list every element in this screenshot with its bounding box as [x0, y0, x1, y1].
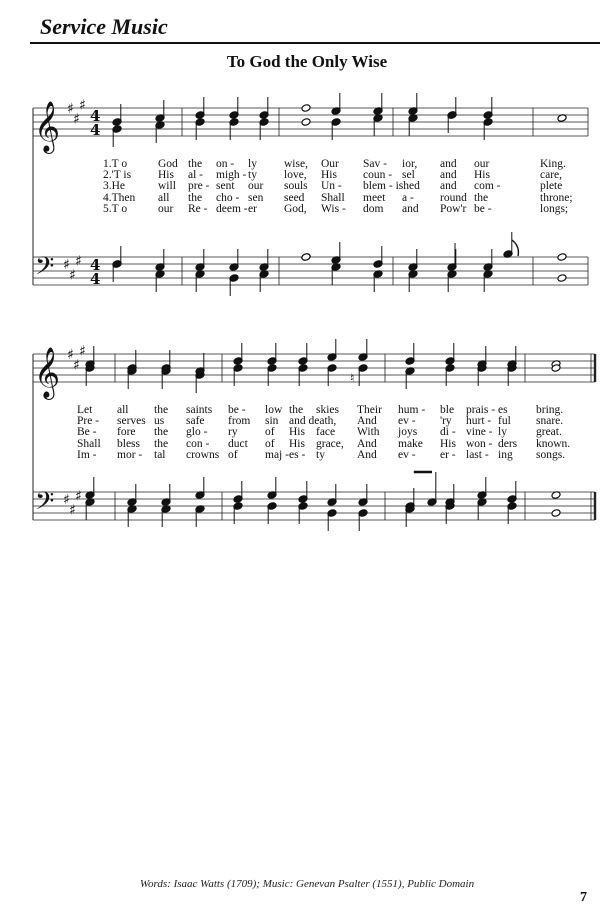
lyric-syllable: sel — [402, 169, 415, 182]
section-heading: Service Music — [40, 14, 168, 39]
lyric-syllable: Shall — [321, 191, 345, 204]
lyric-syllable: last - — [466, 448, 489, 461]
lyric-syllable: er - — [440, 448, 456, 461]
lyric-syllable: ble — [440, 404, 455, 416]
credit-line: Words: Isaac Watts (1709); Music: Genevan Psalter (1551), Public Domain — [139, 878, 475, 890]
lyric-syllable: longs; — [540, 202, 569, 215]
lyric-syllable: sent — [216, 180, 235, 193]
lyric-syllable: fore — [117, 426, 136, 439]
lyric-syllable: er — [248, 202, 257, 215]
lyric-syllable: His — [289, 437, 305, 450]
hymn-title: To God the Only Wise — [226, 52, 388, 71]
lyric-syllable: our — [474, 158, 490, 170]
lyric-syllable: ev - — [398, 448, 416, 461]
lyric-syllable: ing — [498, 448, 513, 461]
verse-line — [0, 449, 614, 461]
lyric-syllable: face — [316, 426, 336, 439]
lyric-syllable: Un - — [321, 180, 342, 193]
lyric-syllable: migh - — [216, 169, 247, 182]
eighth-note-flag — [512, 240, 518, 256]
lyric-syllable: Re - — [188, 202, 208, 215]
lyric-syllable: the — [474, 191, 489, 204]
lyric-syllable: saints — [186, 404, 213, 416]
lyric-syllable: And — [357, 448, 377, 461]
lyric-syllable: Sav - — [363, 158, 387, 170]
lyric-syllable: mor - — [117, 448, 143, 461]
verse-line — [0, 404, 614, 416]
lyric-syllable: songs. — [536, 448, 566, 461]
lyric-syllable: And — [357, 415, 377, 428]
lyric-syllable: won - — [466, 437, 493, 450]
verse-line — [0, 438, 614, 450]
lyric-syllable: all — [117, 404, 129, 416]
notehead — [301, 104, 311, 113]
lyric-syllable: ders — [498, 437, 518, 450]
lyric-syllable: 3.He — [103, 180, 126, 193]
verse-line — [0, 192, 614, 204]
lyric-syllable: of — [265, 437, 275, 450]
verse-line — [0, 426, 614, 438]
lyric-syllable: ev - — [398, 415, 416, 428]
lyric-syllable: souls — [284, 180, 308, 193]
lyric-syllable: and — [440, 169, 457, 182]
lyric-syllable: the — [188, 158, 203, 170]
lyric-syllable: vine - — [466, 426, 493, 439]
lyric-syllable: Our — [321, 158, 339, 170]
lyric-syllable: 'ry — [440, 415, 452, 428]
lyric-syllable: be - — [228, 404, 246, 416]
lyric-syllable: serves — [117, 415, 146, 428]
sharp-sign: ♯ — [73, 357, 80, 374]
lyric-syllable: our — [248, 180, 264, 193]
lyric-syllable: wise, — [284, 158, 308, 170]
lyric-syllable: hum - — [398, 404, 426, 416]
lyric-syllable: cho - — [216, 191, 240, 204]
lyric-syllable: on - — [216, 158, 235, 170]
lyric-syllable: con - — [186, 437, 210, 450]
lyric-syllable: bless — [117, 437, 140, 450]
lyric-syllable: deem - — [216, 202, 248, 215]
lyric-syllable: us — [154, 415, 165, 428]
lyric-syllable: ful — [498, 415, 511, 428]
lyric-syllable: 2.'T is — [103, 169, 132, 182]
sharp-sign: ♯ — [75, 488, 82, 505]
sharp-sign: ♯ — [73, 111, 80, 128]
lyric-syllable: glo - — [186, 426, 208, 439]
lyric-syllable: and — [440, 180, 457, 193]
lyric-syllable: love, — [284, 169, 307, 182]
lyric-syllable: al - — [188, 169, 204, 182]
treble-clef: 𝄞 — [34, 347, 61, 398]
lyric-syllable: 5.T o — [103, 202, 128, 215]
lyric-syllable: 4.Then — [103, 191, 136, 204]
lyric-syllable: His — [158, 169, 174, 182]
sharp-sign: ♯ — [75, 253, 82, 270]
lyric-syllable: plete — [540, 180, 563, 193]
lyric-syllable: care, — [540, 169, 563, 182]
verse-line — [0, 415, 614, 427]
lyric-syllable: of — [228, 448, 238, 461]
lyric-syllable: ior, — [402, 158, 418, 170]
lyric-syllable: ly — [248, 158, 257, 170]
lyric-syllable: Wis - — [321, 202, 346, 215]
lyric-syllable: ly — [498, 426, 507, 439]
treble-clef: 𝄞 — [34, 101, 61, 152]
lyric-syllable: maj - — [265, 448, 289, 461]
lyric-syllable: dom — [363, 202, 384, 215]
lyric-syllable: Pre - — [77, 415, 100, 428]
sharp-sign: ♯ — [69, 502, 76, 519]
sharp-sign: ♯ — [67, 347, 74, 363]
notehead — [301, 118, 311, 127]
notehead — [301, 253, 311, 262]
lyric-syllable: duct — [228, 437, 248, 450]
lyric-syllable: His — [321, 169, 337, 182]
lyric-syllable: Pow'r — [440, 202, 467, 215]
lyric-syllable: di - — [440, 426, 456, 439]
lyric-syllable: meet — [363, 191, 386, 204]
lyric-syllable: com - — [474, 180, 501, 193]
lyric-syllable: Be - — [77, 426, 97, 439]
lyric-syllable: round — [440, 191, 467, 204]
lyric-syllable: crowns — [186, 448, 220, 461]
lyric-syllable: snare. — [536, 415, 564, 428]
lyric-syllable: the — [154, 426, 169, 439]
lyric-syllable: King. — [540, 158, 566, 170]
lyric-syllable: from — [228, 415, 251, 428]
lyric-syllable: ty — [248, 169, 257, 182]
lyric-syllable: the — [154, 437, 169, 450]
time-signature: 4 — [90, 121, 101, 139]
lyric-syllable: With — [357, 426, 380, 439]
lyric-syllable: es - — [289, 448, 306, 461]
verse-line — [0, 158, 614, 170]
time-signature: 4 — [90, 107, 101, 125]
notehead — [551, 509, 561, 518]
lyric-syllable: His — [474, 169, 490, 182]
lyric-syllable: and — [440, 158, 457, 170]
lyric-syllable: sen — [248, 191, 264, 204]
lyric-syllable: the — [289, 404, 304, 416]
lyric-syllable: be - — [474, 202, 492, 215]
lyric-syllable: hurt - — [466, 415, 492, 428]
lyric-syllable: 1.T o — [103, 158, 128, 170]
lyric-syllable: all — [158, 191, 170, 204]
sharp-sign: ♯ — [79, 343, 86, 360]
verse-line — [0, 203, 614, 215]
natural-sign: ♮ — [350, 371, 355, 385]
verse-line — [0, 169, 614, 181]
lyric-syllable: joys — [398, 426, 418, 439]
sharp-sign: ♯ — [79, 97, 86, 114]
lyric-syllable: His — [289, 426, 305, 439]
lyric-syllable: ty — [316, 448, 325, 461]
lyric-syllable: sin — [265, 415, 279, 428]
sharp-sign: ♯ — [69, 267, 76, 284]
lyric-syllable: a - — [402, 191, 414, 204]
lyric-syllable: prais - — [466, 404, 496, 416]
lyric-syllable: of — [265, 426, 275, 439]
lyric-syllable: and — [402, 202, 419, 215]
time-signature: 4 — [90, 270, 101, 288]
bass-clef: 𝄢 — [35, 252, 55, 287]
notehead — [557, 253, 567, 262]
bass-clef: 𝄢 — [35, 487, 55, 522]
lyric-syllable: Im - — [77, 448, 97, 461]
lyric-syllable: God — [158, 158, 178, 170]
lyric-syllable: tal — [154, 448, 166, 461]
sharp-sign: ♯ — [63, 257, 70, 273]
lyric-syllable: seed — [284, 191, 305, 204]
lyric-syllable: And — [357, 437, 377, 450]
lyric-syllable: make — [398, 437, 423, 450]
lyric-syllable: blem - ished — [363, 180, 420, 193]
lyric-syllable: es — [498, 404, 508, 416]
time-signature: 4 — [90, 256, 101, 274]
lyric-syllable: bring. — [536, 404, 564, 416]
lyric-syllable: safe — [186, 415, 205, 428]
page-number: 7 — [580, 890, 587, 905]
lyric-syllable: our — [158, 202, 174, 215]
lyric-syllable: Their — [357, 404, 382, 416]
verse-line — [0, 180, 614, 192]
lyric-syllable: low — [265, 404, 283, 416]
lyric-syllable: coun - — [363, 169, 393, 182]
lyric-syllable: and death, — [289, 415, 337, 428]
lyric-syllable: known. — [536, 437, 571, 450]
lyric-syllable: the — [188, 191, 203, 204]
lyric-syllable: ry — [228, 426, 238, 439]
lyric-syllable: skies — [316, 404, 339, 416]
lyric-syllable: will — [158, 180, 176, 193]
sharp-sign: ♯ — [63, 492, 70, 508]
notehead — [557, 274, 567, 283]
lyric-syllable: throne; — [540, 191, 573, 204]
lyric-syllable: pre - — [188, 180, 210, 193]
lyric-syllable: God, — [284, 202, 307, 215]
lyric-syllable: His — [440, 437, 456, 450]
lyric-syllable: Let — [77, 404, 93, 416]
lyric-syllable: the — [154, 404, 169, 416]
lyric-syllable: Shall — [77, 437, 101, 450]
sharp-sign: ♯ — [67, 101, 74, 117]
lyric-syllable: grace, — [316, 437, 344, 450]
lyric-syllable: great. — [536, 426, 562, 439]
